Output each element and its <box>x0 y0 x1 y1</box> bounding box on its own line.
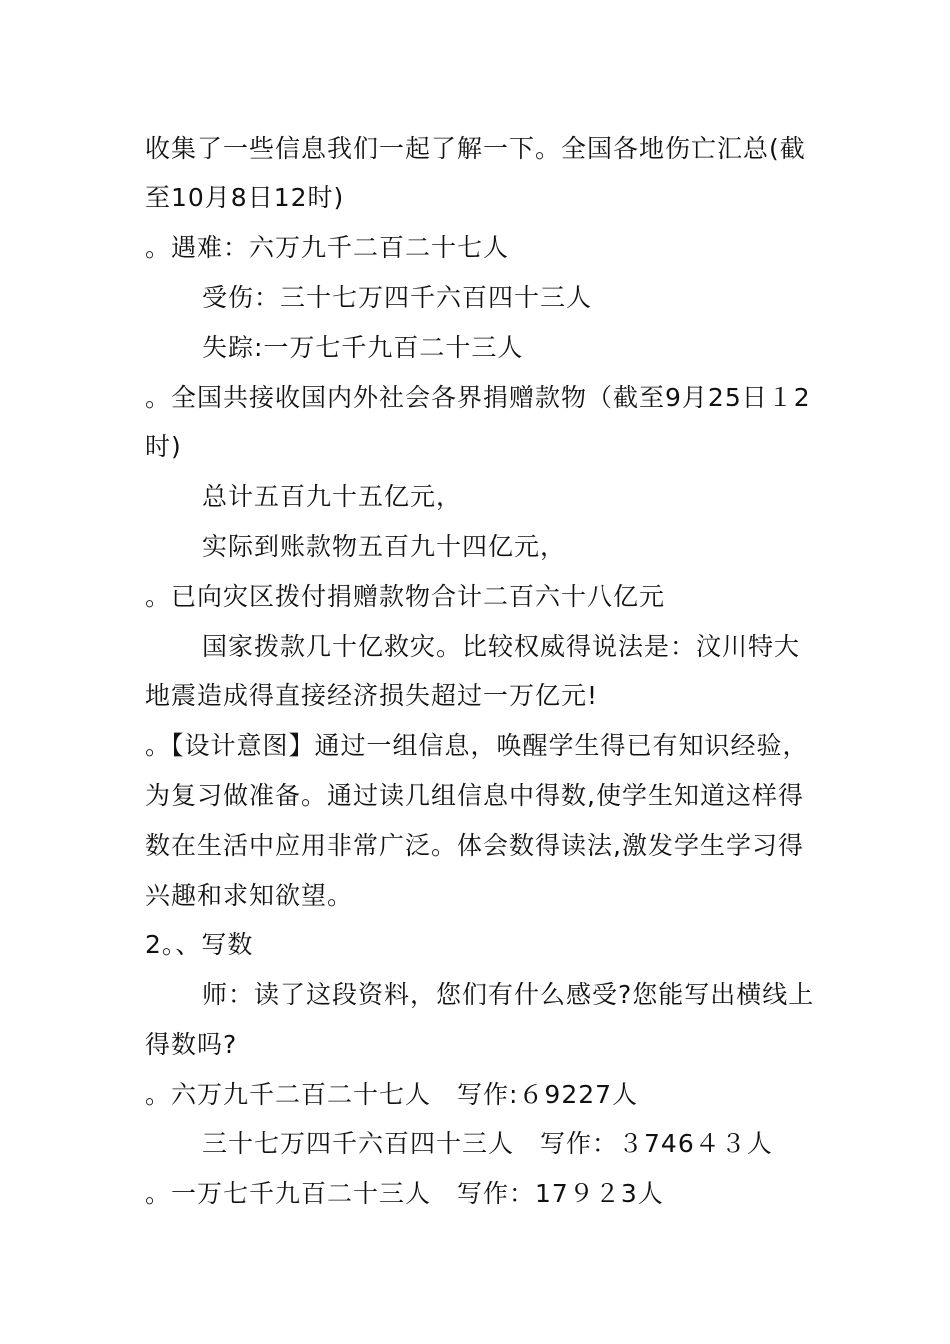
text-line: 时) <box>145 432 182 461</box>
text-line: 总计五百九十五亿元， <box>202 482 463 511</box>
text-line: 得数吗? <box>145 1030 238 1059</box>
text-line: 。一万七千九百二十三人 写作：17９２3人 <box>145 1179 664 1208</box>
text-line: 。遇难：六万九千二百二十七人 <box>145 233 510 262</box>
text-line: 地震造成得直接经济损失超过一万亿元! <box>145 681 599 710</box>
text-line: 。六万九千二百二十七人 写作:６9227人 <box>145 1080 639 1109</box>
text-line: 国家拨款几十亿救灾。比较权威得说法是：汶川特大 <box>202 632 801 661</box>
text-line: 为复习做准备。通过读几组信息中得数,使学生知道这样得 <box>145 781 804 810</box>
text-line: 失踪:一万七千九百二十三人 <box>202 333 524 362</box>
text-line: 三十七万四千六百四十三人 写作：３746４３人 <box>202 1129 773 1158</box>
text-line: 。已向灾区拨付捐赠款物合计二百六十八亿元 <box>145 582 666 611</box>
text-line: 收集了一些信息我们一起了解一下。全国各地伤亡汇总(截 <box>145 134 806 163</box>
text-line: 。全国共接收国内外社会各界捐赠款物（截至9月25日１2 <box>145 383 811 412</box>
text-line: 兴趣和求知欲望。 <box>145 881 354 910</box>
text-line: 实际到账款物五百九十四亿元， <box>202 532 567 561</box>
text-line: 数在生活中应用非常广泛。体会数得读法,激发学生学习得 <box>145 831 804 860</box>
text-line: 受伤：三十七万四千六百四十三人 <box>202 283 593 312</box>
text-line: 2。、写数 <box>145 930 254 959</box>
text-line: 。【设计意图】通过一组信息，唤醒学生得已有知识经验， <box>145 731 809 760</box>
text-line: 至10月8日12时) <box>145 183 345 212</box>
text-line: 师：读了这段资料，您们有什么感受?您能写出横线上 <box>202 980 815 1009</box>
